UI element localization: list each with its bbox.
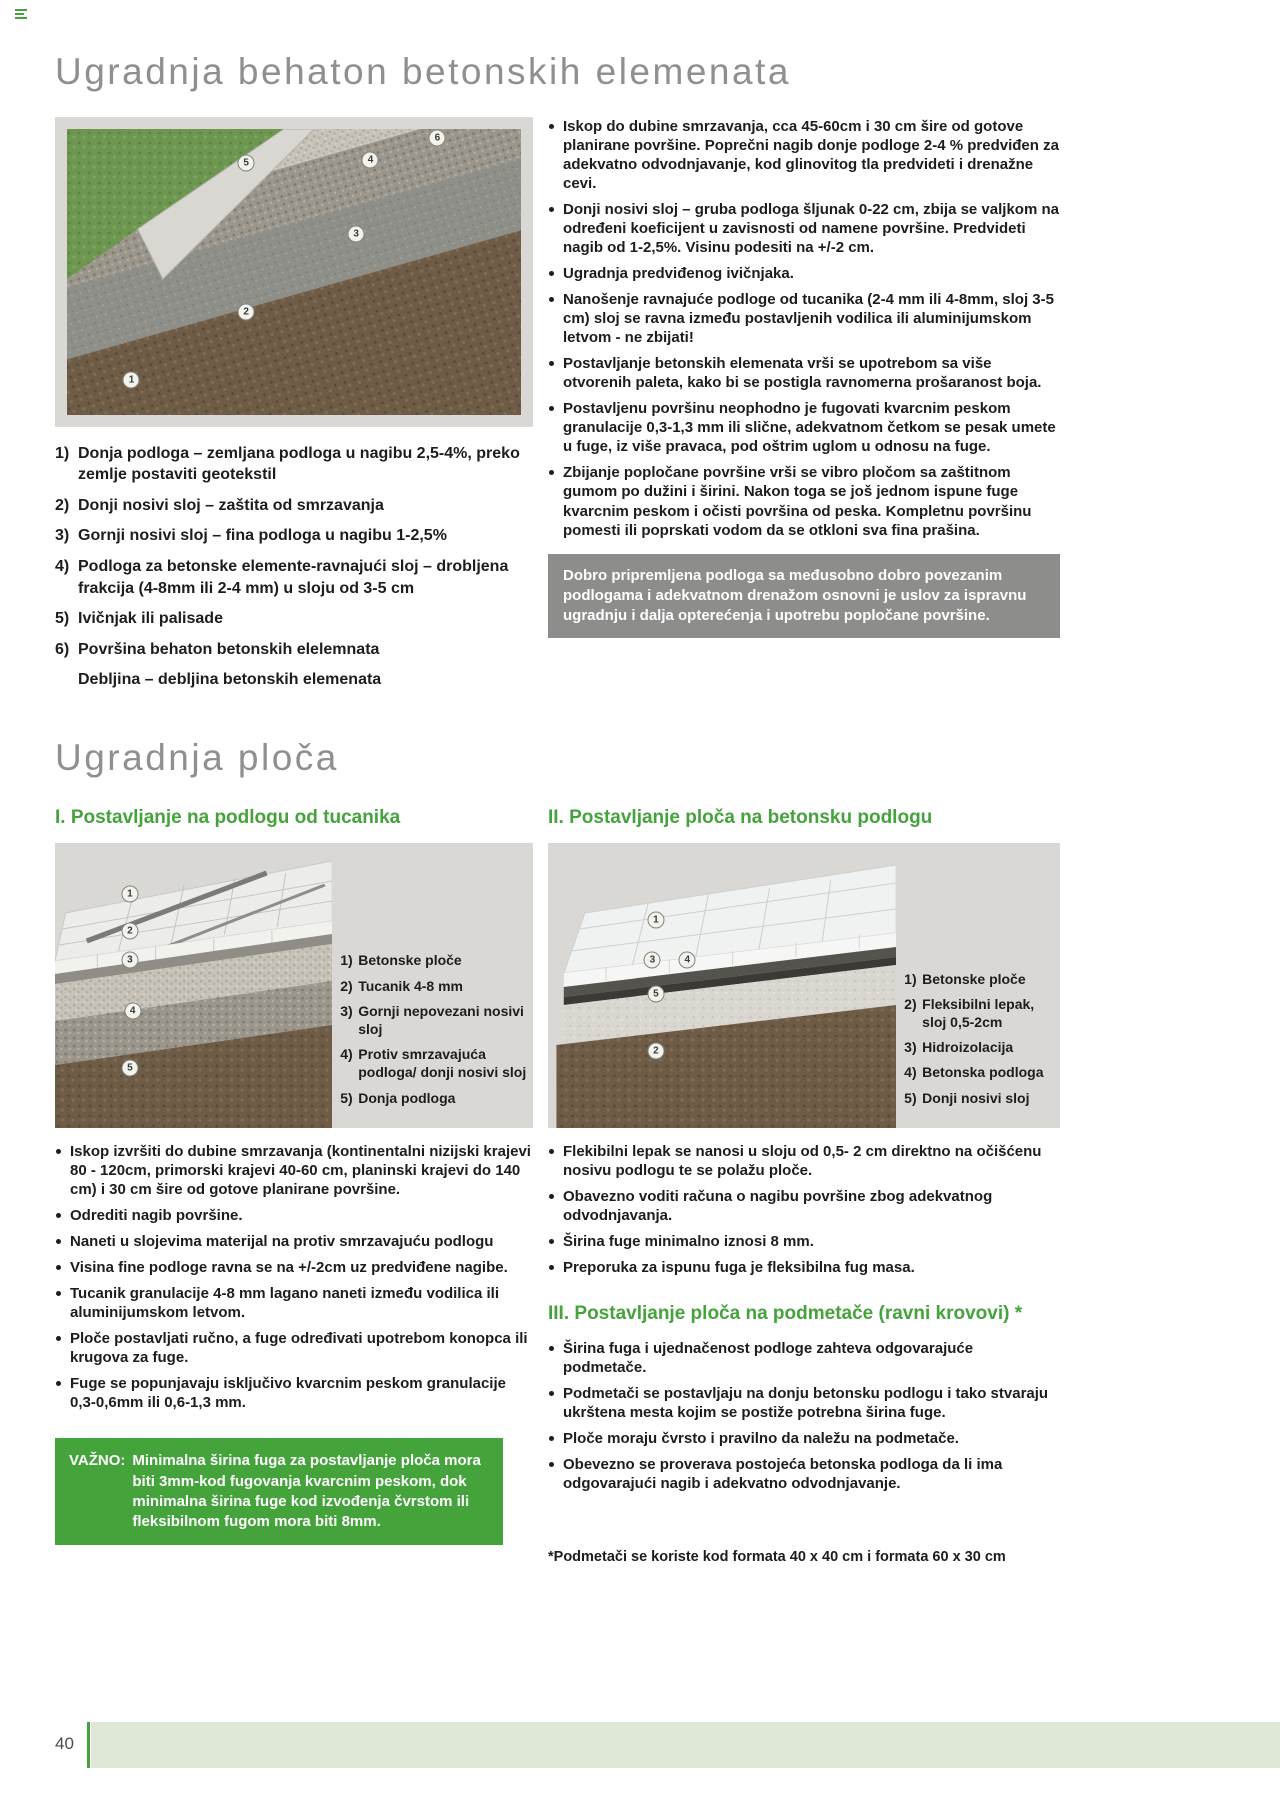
legend-item: 2) Fleksibilni lepak, sloj 0,5-2cm <box>904 995 1035 1030</box>
note-box: Dobro pripremljena podloga sa međusobno dobro povezanim podlogama i adekvatnom drenažom osnovni je uslov za ispravnu ugradnju i dalja opterećenja i upotrebu popločane površine. <box>548 554 1060 639</box>
legend-item: 1) Betonske ploče <box>904 970 1026 987</box>
diagram-callout: 5 <box>238 155 255 172</box>
diagram-callout: 6 <box>429 130 446 147</box>
bullet-dot-icon <box>549 1239 554 1244</box>
bullet-dot-icon <box>56 1213 61 1218</box>
bullet-item: Obevezno se proverava postojeća betonska podloga da li ima odgovarajući nagib i adekvatno odvodnjavanje. <box>548 1455 1060 1493</box>
bullet-dot-icon <box>549 1149 554 1154</box>
bullet-dot-icon <box>549 1391 554 1396</box>
bullet-dot-icon <box>549 1462 554 1467</box>
important-box <box>55 1438 503 1545</box>
legend-item: 3) Hidroizolacija <box>904 1039 1014 1056</box>
legend-item: 5) Donji nosivi sloj <box>904 1089 1030 1106</box>
bullet-item: Ploče postavljati ručno, a fuge određivati upotrebom konopca ili krugova za fuge. <box>55 1329 533 1367</box>
heading-tucanik: I. Postavljanje na podlogu od tucanika <box>55 806 401 828</box>
bullet-item: Preporuka za ispunu fuga je fleksibilna fug masa. <box>548 1258 1060 1277</box>
legend-item: 6) Površina behaton betonskih elelemnata <box>55 640 380 658</box>
diagram-betonska-podloga <box>548 843 1060 1128</box>
bullet-dot-icon <box>549 124 554 129</box>
bullet-dot-icon <box>549 470 554 475</box>
bullet-dot-icon <box>56 1381 61 1386</box>
diagram-callout: 5 <box>121 1059 138 1076</box>
bullet-item: Zbijanje popločane površine vrši se vibro pločom sa zaštitnom gumom po dužini i širini. Nakon toga se još jednom ispune fuge kvarcnim peskom i očisti površina od peska. Kompletnu površinu pomesti ili poprskati vodom da se otkloni sva fina prašina. <box>548 463 1060 539</box>
diagram-callout: 1 <box>121 886 138 903</box>
tucanik-legend <box>340 951 529 1113</box>
tucanik-instructions-column <box>55 1142 533 1566</box>
footer-band <box>91 1722 1280 1768</box>
legend-item: 5) Ivičnjak ili palisade <box>55 610 223 628</box>
bullet-item: Fuge se popunjavaju isključivo kvarcnim peskom granulacije 0,3-0,6mm ili 0,6-1,3 mm. <box>55 1374 533 1412</box>
bullet-item: Podmetači se postavljaju na donju betonsku podlogu i tako stvaraju ukrštena mesta kojim se postiže potrebna širina fuge. <box>548 1384 1060 1422</box>
tucanik-legend-area <box>332 843 533 1128</box>
footnote: *Podmetači se koriste kod formata 40 x 40 cm i formata 60 x 30 cm <box>548 1549 1006 1566</box>
section-behaton <box>55 117 1060 700</box>
legend-item: 1) Betonske ploče <box>340 952 462 969</box>
behaton-legend <box>55 443 533 691</box>
tucanik-instructions <box>55 1142 533 1413</box>
legend-item: 2) Tucanik 4-8 mm <box>340 977 464 994</box>
important-label: VAŽNO: <box>69 1452 126 1470</box>
bullet-item: Ugradnja predviđenog ivičnjaka. <box>548 264 1060 283</box>
betonska-cross-section <box>548 843 896 1128</box>
bullet-item: Ploče moraju čvrsto i pravilno da naležu na podmetače. <box>548 1429 1060 1448</box>
bullet-item: Širina fuga i ujednačenost podloge zahteva odgovarajuće podmetače. <box>548 1339 1060 1377</box>
bullet-dot-icon <box>549 1265 554 1270</box>
legend-item: 4) Podloga za betonske elemente-ravnajući sloj – drobljena frakcija (4-8mm ili 2-4 mm) u sloju od 3-5 cm <box>55 558 509 597</box>
bullet-dot-icon <box>549 207 554 212</box>
bullet-dot-icon <box>549 1194 554 1199</box>
section-ploce-bullets <box>55 1142 1060 1566</box>
behaton-layers-illustration <box>67 129 521 415</box>
diagram-tucanik <box>55 843 533 1128</box>
bullet-dot-icon <box>549 271 554 276</box>
betonska-instructions <box>548 1142 1060 1277</box>
bullet-item: Iskop izvršiti do dubine smrzavanja (kontinentalni nizijski krajevi 80 - 120cm, primorski krajevi 40-60 cm, planinski krajevi do 140 cm) i 30 cm šire od gotove planirane površine. <box>55 1142 533 1199</box>
diagram-callout: 1 <box>647 911 664 928</box>
behaton-instructions <box>548 117 1060 540</box>
bullet-item: Postavljenu površinu neophodno je fugovati kvarcnim peskom granulacije 0,3-1,3 mm ili slične, adekvatnom četkom se pesak umete u fuge, iz više pravaca, pod oštrim uglom u odnosu na fuge. <box>548 399 1060 456</box>
important-text: Minimalna širina fuga za postavljanje ploča mora biti 3mm-kod fugovanja kvarcnim peskom, dok minimalna širina fuge kod izvođenja čvrstom ili fleksibilnom fugom mora biti 8mm. <box>132 1452 481 1531</box>
legend-item: 3) Gornji nosivi sloj – fina podloga u nagibu 1-2,5% <box>55 527 447 545</box>
bullet-item: Postavljanje betonskih elemenata vrši se upotrebom sa više otvorenih paleta, kako bi se postigla ravnomerna prošaranost boja. <box>548 354 1060 392</box>
diagram-callout: 4 <box>362 152 379 169</box>
bullet-item: Flekibilni lepak se nanosi u sloju od 0,5- 2 cm direktno na očišćenu nosivu podlogu te se polažu ploče. <box>548 1142 1060 1180</box>
diagram-callout: 3 <box>121 951 138 968</box>
bullet-item: Iskop do dubine smrzavanja, cca 45-60cm i 30 cm šire od gotove planirane površine. Poprečni nagib donje podloge 2-4 % predviđen za adekvatno odvodnjavanje, kod glinovitog tla predvideti i drenažne cevi. <box>548 117 1060 193</box>
diagram-callout: 3 <box>644 951 661 968</box>
bullet-dot-icon <box>549 297 554 302</box>
tucanik-illustration <box>55 843 332 1128</box>
legend-item: 5) Donja podloga <box>340 1089 456 1106</box>
diagram-callout: 1 <box>123 372 140 389</box>
bullet-dot-icon <box>549 1436 554 1441</box>
legend-item: 4) Betonska podloga <box>904 1064 1044 1081</box>
bullet-item: Visina fine podloge ravna se na +/-2cm uz predviđene nagibe. <box>55 1258 533 1277</box>
betonska-legend-area <box>896 843 1060 1128</box>
section-ploce-panels <box>55 843 1060 1128</box>
bullet-item: Donji nosivi sloj – gruba podloga šljunak 0-22 cm, zbija se valjkom na određeni koeficijent u zavisnosti od namene površine. Predvideti nagib od 1-2,5%. Visinu podesiti na +/-2 cm. <box>548 200 1060 257</box>
bullet-dot-icon <box>549 406 554 411</box>
brand-logo-icon <box>15 9 27 21</box>
betonska-illustration <box>548 843 896 1128</box>
bullet-dot-icon <box>56 1149 61 1154</box>
bullet-dot-icon <box>56 1291 61 1296</box>
legend-item: Debljina – debljina betonskih elemenata <box>78 671 382 689</box>
legend-item: 3) Gornji nepovezani nosivi sloj <box>340 1002 524 1037</box>
bullet-item: Obavezno voditi računa o nagibu površine zbog adekvatnog odvodnjavanja. <box>548 1187 1060 1225</box>
page-number: 40 <box>55 1734 74 1753</box>
bullet-item: Tucanik granulacije 4-8 mm lagano naneti između vodilica ili aluminijumskom letvom. <box>55 1284 533 1322</box>
diagram-callout: 4 <box>679 951 696 968</box>
tucanik-cross-section <box>55 843 332 1128</box>
heading-betonska-podloga: II. Postavljanje ploča na betonsku podlogu <box>548 806 933 828</box>
diagram-callout: 2 <box>238 303 255 320</box>
legend-item: 4) Protiv smrzavajuća podloga/ donji nosivi sloj <box>340 1046 527 1081</box>
bullet-dot-icon <box>56 1239 61 1244</box>
bullet-dot-icon <box>549 1346 554 1351</box>
betonska-legend <box>904 970 1056 1114</box>
diagram-callout: 5 <box>647 985 664 1002</box>
legend-item: 1) Donja podloga – zemljana podloga u nagibu 2,5-4%, preko zemlje postaviti geotekstil <box>55 444 520 484</box>
diagram-callout: 2 <box>121 923 138 940</box>
section-ploce-headings <box>55 807 1060 843</box>
legend-item: 2) Donji nosivi sloj – zaštita od smrzavanja <box>55 496 384 514</box>
bullet-item: Širina fuge minimalno iznosi 8 mm. <box>548 1232 1060 1251</box>
bullet-item: Nanošenje ravnajuće podloge od tucanika (2-4 mm ili 4-8mm, sloj 3-5 cm) sloj se ravna između postavljenih vodilica ili aluminijumskom letvom - ne zbijati! <box>548 290 1060 347</box>
betonska-instructions-column <box>548 1142 1060 1566</box>
page-title: Ugradnja behaton betonskih elemenata <box>55 51 791 92</box>
footer-accent-bar <box>87 1722 90 1768</box>
section-behaton-right <box>548 117 1060 700</box>
podmetaci-instructions <box>548 1339 1060 1493</box>
section-behaton-left <box>55 117 533 700</box>
bullet-item: Odrediti nagib površine. <box>55 1206 533 1225</box>
bullet-item: Naneti u slojevima materijal na protiv smrzavajuću podlogu <box>55 1232 533 1251</box>
bullet-dot-icon <box>56 1336 61 1341</box>
heading-podmetaci: III. Postavljanje ploča na podmetače (ravni krovovi) * <box>548 1303 1023 1324</box>
bullet-dot-icon <box>549 361 554 366</box>
section-title: Ugradnja ploča <box>55 737 339 779</box>
diagram-behaton-layers <box>55 117 533 427</box>
diagram-callout: 2 <box>647 1042 664 1059</box>
diagram-callout: 4 <box>124 1002 141 1019</box>
bullet-dot-icon <box>56 1265 61 1270</box>
diagram-callout: 3 <box>348 226 365 243</box>
